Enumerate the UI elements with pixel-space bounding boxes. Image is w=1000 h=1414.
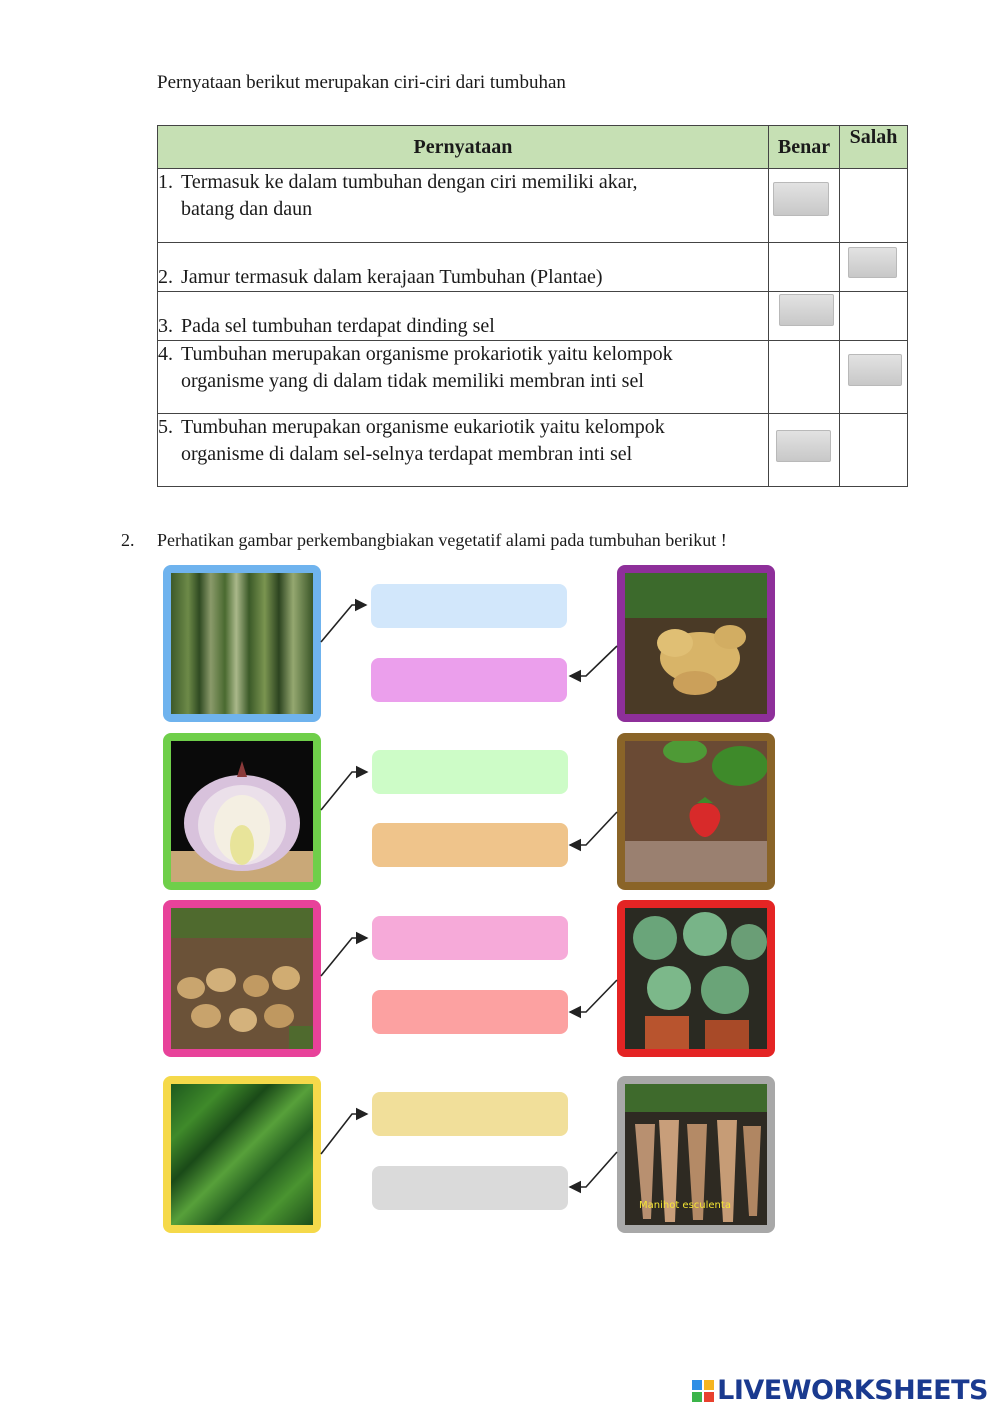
liveworksheets-logo	[692, 1375, 988, 1406]
statement-line: Tumbuhan merupakan organisme eukariotik yaitu kelompok	[181, 416, 665, 438]
question-text: Perhatikan gambar perkembangbiakan vegetatif alami pada tumbuhan berikut !	[157, 530, 727, 550]
statement-line: organisme yang di dalam tidak memiliki membran inti sel	[181, 370, 644, 392]
row-number: 3.	[158, 315, 173, 337]
cassava-caption: Manihot esculenta	[639, 1200, 731, 1211]
statement-line: Tumbuhan merupakan organisme prokariotik yaitu kelompok	[181, 343, 673, 365]
row-number: 5.	[158, 416, 173, 438]
header-false: Salah	[840, 126, 908, 169]
row-number: 2.	[158, 266, 173, 288]
header-statement: Pernyataan	[158, 126, 769, 169]
statement-line: Jamur termasuk dalam kerajaan Tumbuhan (Plantae)	[181, 266, 603, 288]
row-number: 4.	[158, 343, 173, 365]
statement-line: Termasuk ke dalam tumbuhan dengan ciri memiliki akar,	[181, 171, 638, 193]
question-number: 2.	[121, 530, 135, 550]
statement-line: organisme di dalam sel-selnya terdapat membran inti sel	[181, 443, 633, 465]
statement-line: batang dan daun	[181, 198, 313, 220]
logo-text: LIVEWORKSHEETS	[717, 1375, 988, 1406]
statement-line: Pada sel tumbuhan terdapat dinding sel	[181, 315, 495, 337]
header-true: Benar	[769, 126, 840, 169]
intro-text: Pernyataan berikut merupakan ciri-ciri dari tumbuhan	[157, 72, 566, 93]
row-number: 1.	[158, 171, 173, 193]
logo-icon	[692, 1380, 714, 1402]
